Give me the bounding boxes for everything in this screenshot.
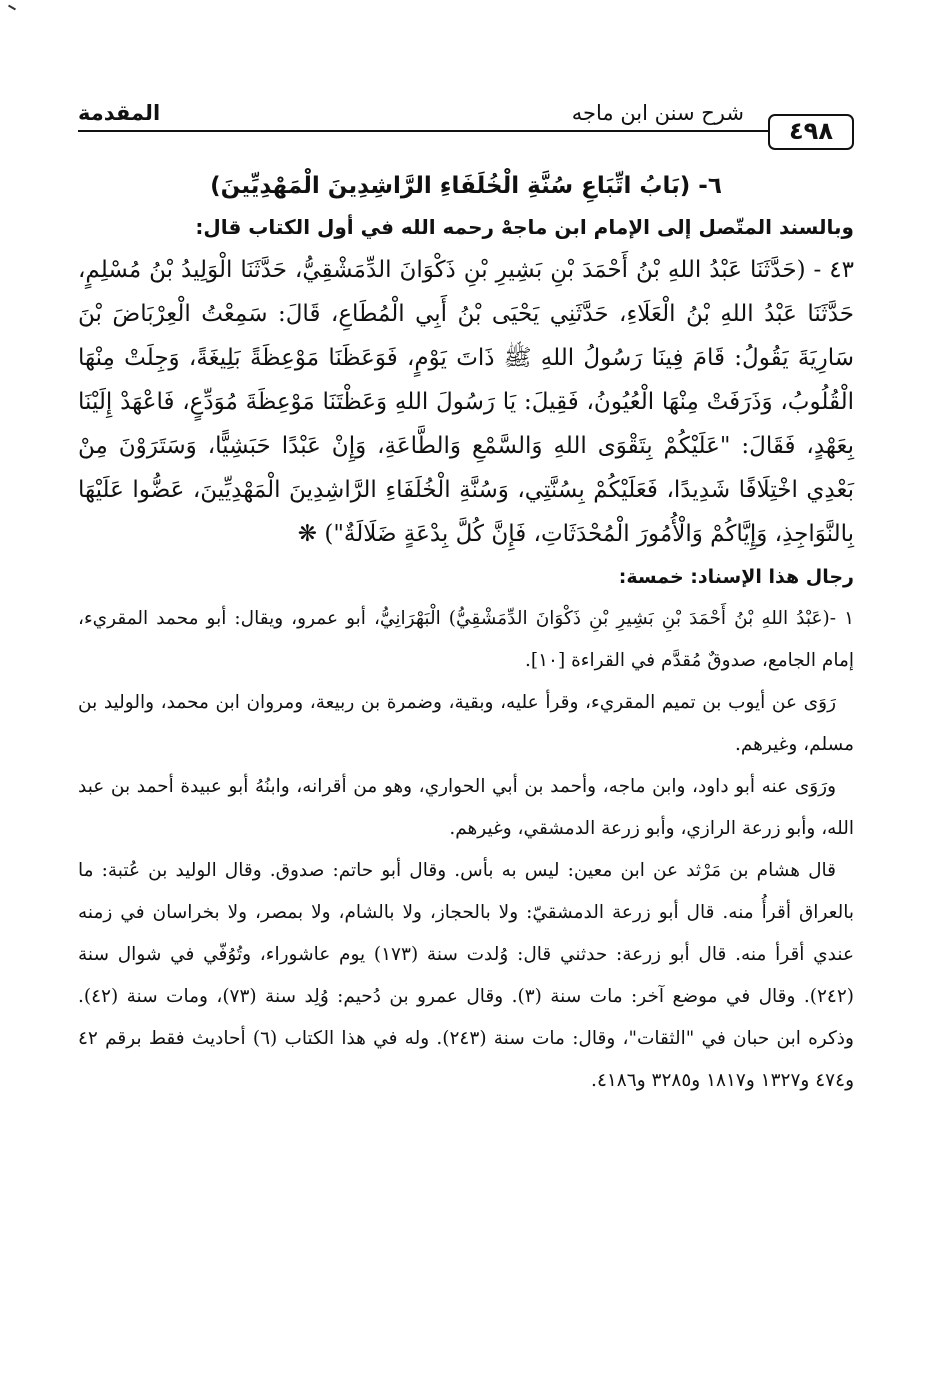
header-rule (78, 130, 770, 132)
page-content (78, 166, 854, 1102)
running-title: شرح سنن ابن ماجه (571, 101, 744, 125)
narrator-paragraph: قال هشام بن مَرْثد عن ابن معين: ليس به بأس. وقال أبو حاتم: صدوق. وقال الوليد بن عُتبة: ما بالعراق أقرأُ منه. قال أبو زرعة الدمشقيّ: ولا بالحجاز، ولا بالشام، ولا بمصر، ولا بخراسان في زمنه عندي أقرأ منه. قال أبو زرعة: حدثني قال: وُلدت سنة (١٧٣) يوم عاشوراء، وتُوُفّي في شوال سنة (٢٤٢). وقال في موضع آخر: مات سنة (٣). وقال عمرو بن دُحيم: وُلِد سنة (٧٣)، ومات سنة (٤٢). وذكره ابن حبان في "الثقات"، وقال: مات سنة (٢٤٣). وله في هذا الكتاب (٦) أحاديث فقط برقم ٤٢ و٤٧٤ و١٣٢٧ و١٨١٧ و٣٢٨٥ و٤١٨٦. (78, 860, 854, 1091)
chain-intro: وبالسند المتّصل إلى الإمام ابن ماجهْ رحمه الله في أول الكتاب قال: (195, 215, 854, 239)
page-number: ٤٩٨ (768, 114, 854, 150)
narrator-paragraph: ورَوَى عنه أبو داود، وابن ماجه، وأحمد بن أبي الحواري، وهو من أقرانه، وابنُهُ أبو عبيدة أحمد بن عبد الله، وأبو زرعة الرازي، وأبو زرعة الدمشقي، وغيرهم. (78, 776, 854, 839)
narrator-paragraph: رَوَى عن أيوب بن تميم المقريء، وقرأ عليه، وبقية، وضمرة بن ربيعة، ومروان ابن محمد، والوليد بن مسلم، وغيرهم. (78, 692, 854, 755)
hadith-text: ٤٣ - (حَدَّثَنَا عَبْدُ اللهِ بْنُ أَحْمَدَ بْنِ بَشِيرِ بْنِ ذَكْوَانَ الدِّمَشْقِيُّ، حَدَّثَنَا الْوَلِيدُ بْنُ مُسْلِمٍ، حَدَّثَنَا عَبْدُ اللهِ بْنُ الْعَلَاءِ، حَدَّثَنِي يَحْيَى بْنُ أَبِي الْمُطَاعِ، قَالَ: سَمِعْتُ الْعِرْبَاضَ بْنَ سَارِيَةَ يَقُولُ: قَامَ فِينَا رَسُولُ اللهِ ﷺ ذَاتَ يَوْمٍ، فَوَعَظَنَا مَوْعِظَةً بَلِيغَةً، وَجِلَتْ مِنْهَا الْقُلُوبُ، وَذَرَفَتْ مِنْهَا الْعُيُونُ، فَقِيلَ: يَا رَسُولَ اللهِ وَعَظْتَنَا مَوْعِظَةَ مُوَدِّعٍ، فَاعْهَدْ إِلَيْنَا بِعَهْدٍ، فَقَالَ: "عَلَيْكُمْ بِتَقْوَى اللهِ وَالسَّمْعِ وَالطَّاعَةِ، وَإِنْ عَبْدًا حَبَشِيًّا، وَسَتَرَوْنَ مِنْ بَعْدِي اخْتِلَافًا شَدِيدًا، فَعَلَيْكُمْ بِسُنَّتِي، وَسُنَّةِ الْخُلَفَاءِ الرَّاشِدِينَ الْمَهْدِيِّينَ، عَضُّوا عَلَيْهَا بِالنَّوَاجِذِ، وَإِيَّاكُمْ وَالْأُمُورَ الْمُحْدَثَاتِ، فَإِنَّ كُلَّ بِدْعَةٍ ضَلَالَةٌ") ❋ (78, 257, 854, 547)
book-page (78, 0, 854, 1400)
chapter-title: ٦- (بَابُ اتِّبَاعِ سُنَّةِ الْخُلَفَاءِ الرَّاشِدِينَ الْمَهْدِيِّينَ) (210, 173, 722, 199)
narrator-paragraph: ١ -(عَبْدُ اللهِ بْنُ أَحْمَدَ بْنِ بَشِيرِ بْنِ ذَكْوَانَ الدِّمَشْقِيُّ) الْبَهْرَانِيُّ، أبو عمرو، ويقال: أبو محمد المقريء، إمام الجامع، صدوقٌ مُقدَّم في القراءة [١٠]. (78, 608, 854, 671)
narrators-heading: رجال هذا الإسناد: خمسة: (618, 566, 854, 588)
scan-corner-mark (4, 5, 16, 18)
section-label: المقدمة (78, 101, 161, 125)
page-header (78, 100, 854, 160)
